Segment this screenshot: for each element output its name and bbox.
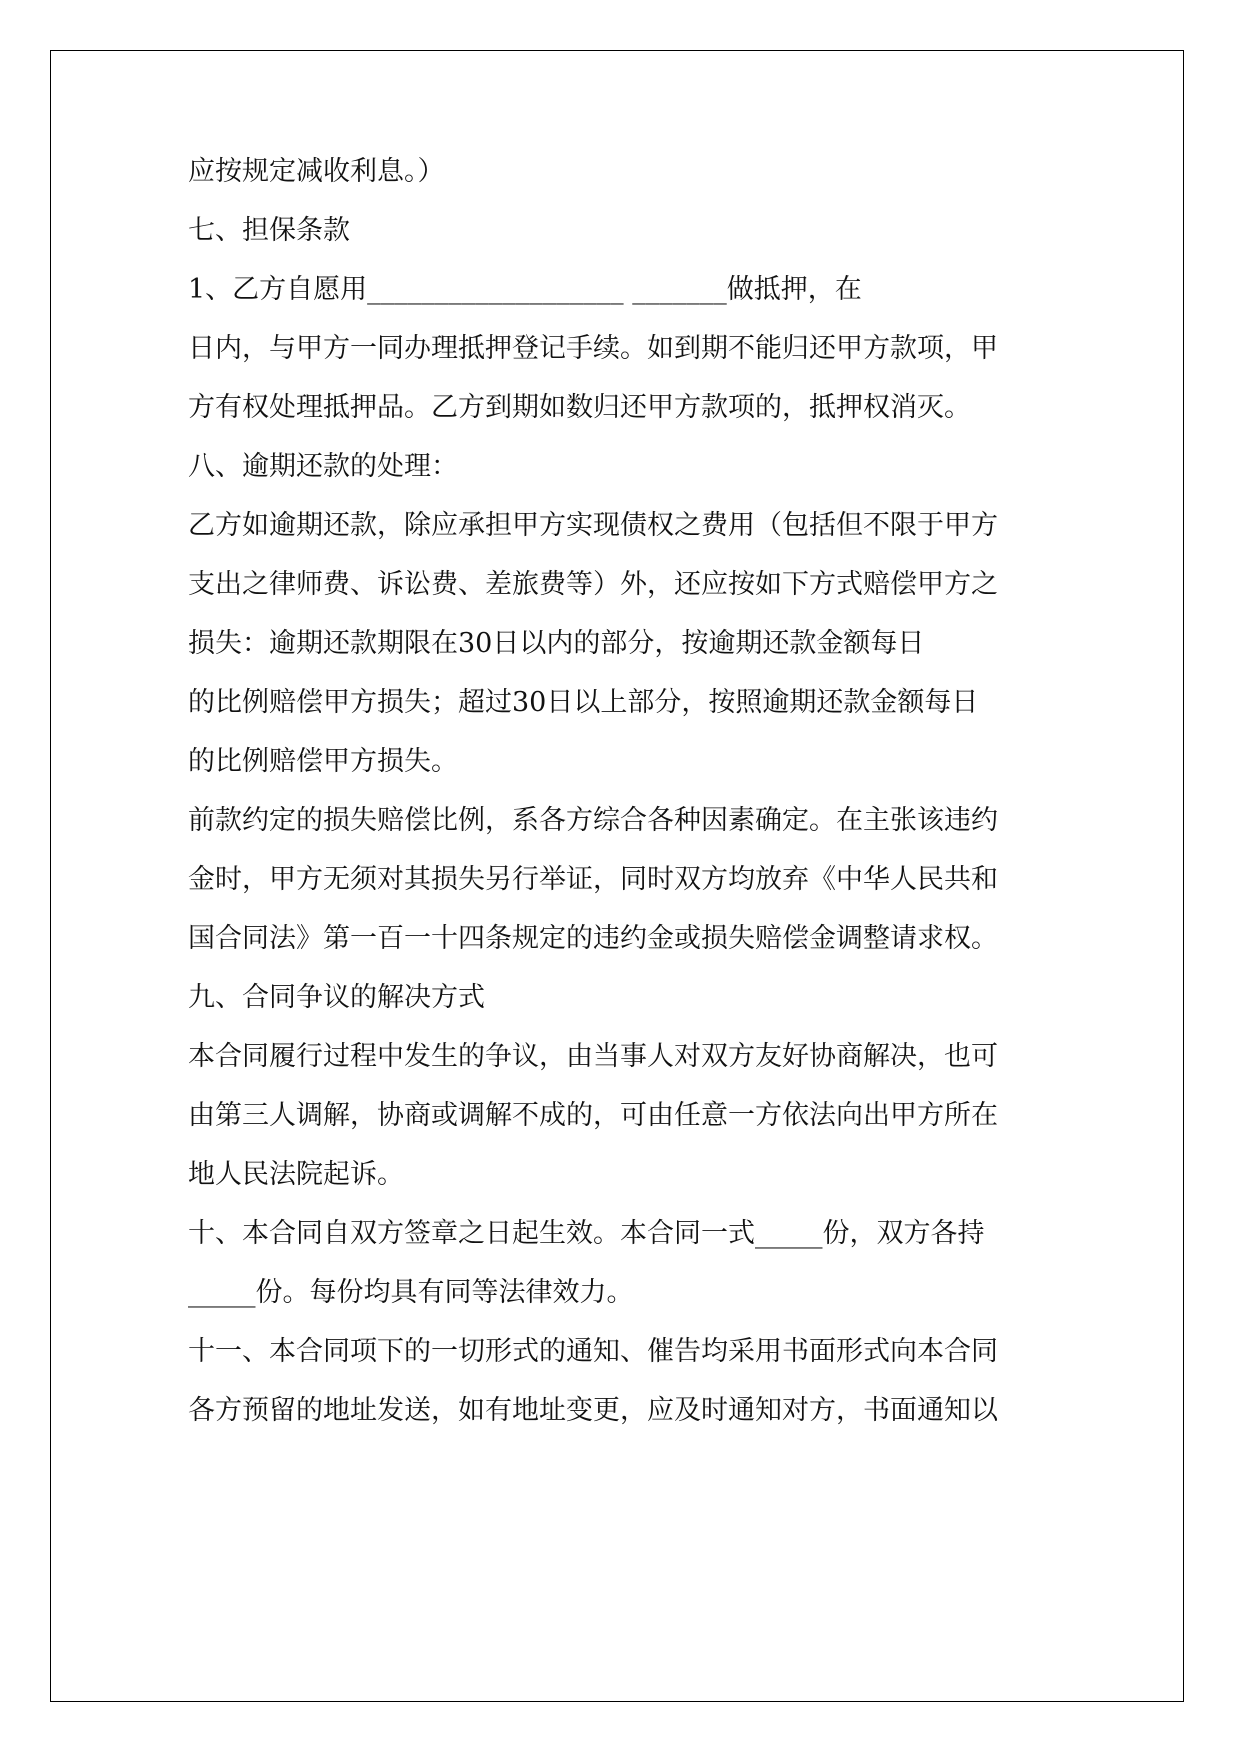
text-line: 方有权处理抵押品。乙方到期如数归还甲方款项的，抵押权消灭。 [188, 392, 971, 423]
text-line: 乙方如逾期还款，除应承担甲方实现债权之费用（包括但不限于甲方 [188, 510, 998, 541]
text-line: 国合同法》第一百一十四条规定的违约金或损失赔偿金调整请求权。 [188, 923, 998, 954]
text-line: 由第三人调解，协商或调解不成的，可由任意一方依法向出甲方所在 [188, 1100, 998, 1131]
text-line: 支出之律师费、诉讼费、差旅费等）外，还应按如下方式赔偿甲方之 [188, 569, 998, 600]
text-line: 地人民法院起诉。 [188, 1159, 404, 1190]
text-line: 各方预留的地址发送，如有地址变更，应及时通知对方，书面通知以 [188, 1395, 998, 1426]
text-line: 金时，甲方无须对其损失另行举证，同时双方均放弃《中华人民共和 [188, 864, 998, 895]
section-heading: 七、担保条款 [188, 215, 350, 246]
text-line: 十、本合同自双方签章之日起生效。本合同一式_____份，双方各持 [188, 1218, 985, 1249]
text-line: 1、乙方自愿用___________________ _______做抵押，在 [188, 274, 862, 305]
text-line: 应按规定减收利息。） [188, 156, 445, 187]
text-line: 损失：逾期还款期限在30日以内的部分，按逾期还款金额每日 [188, 628, 925, 659]
section-heading: 八、逾期还款的处理： [188, 451, 458, 482]
text-line: _____份。每份均具有同等法律效力。 [188, 1277, 634, 1308]
text-line: 的比例赔偿甲方损失。 [188, 746, 458, 777]
text-line: 前款约定的损失赔偿比例，系各方综合各种因素确定。在主张该违约 [188, 805, 998, 836]
text-line: 日内，与甲方一同办理抵押登记手续。如到期不能归还甲方款项，甲 [188, 333, 998, 364]
text-line: 十一、本合同项下的一切形式的通知、催告均采用书面形式向本合同 [188, 1336, 998, 1367]
section-heading: 九、合同争议的解决方式 [188, 982, 485, 1013]
text-line: 的比例赔偿甲方损失；超过30日以上部分，按照逾期还款金额每日 [188, 687, 979, 718]
text-line: 本合同履行过程中发生的争议，由当事人对双方友好协商解决，也可 [188, 1041, 998, 1072]
